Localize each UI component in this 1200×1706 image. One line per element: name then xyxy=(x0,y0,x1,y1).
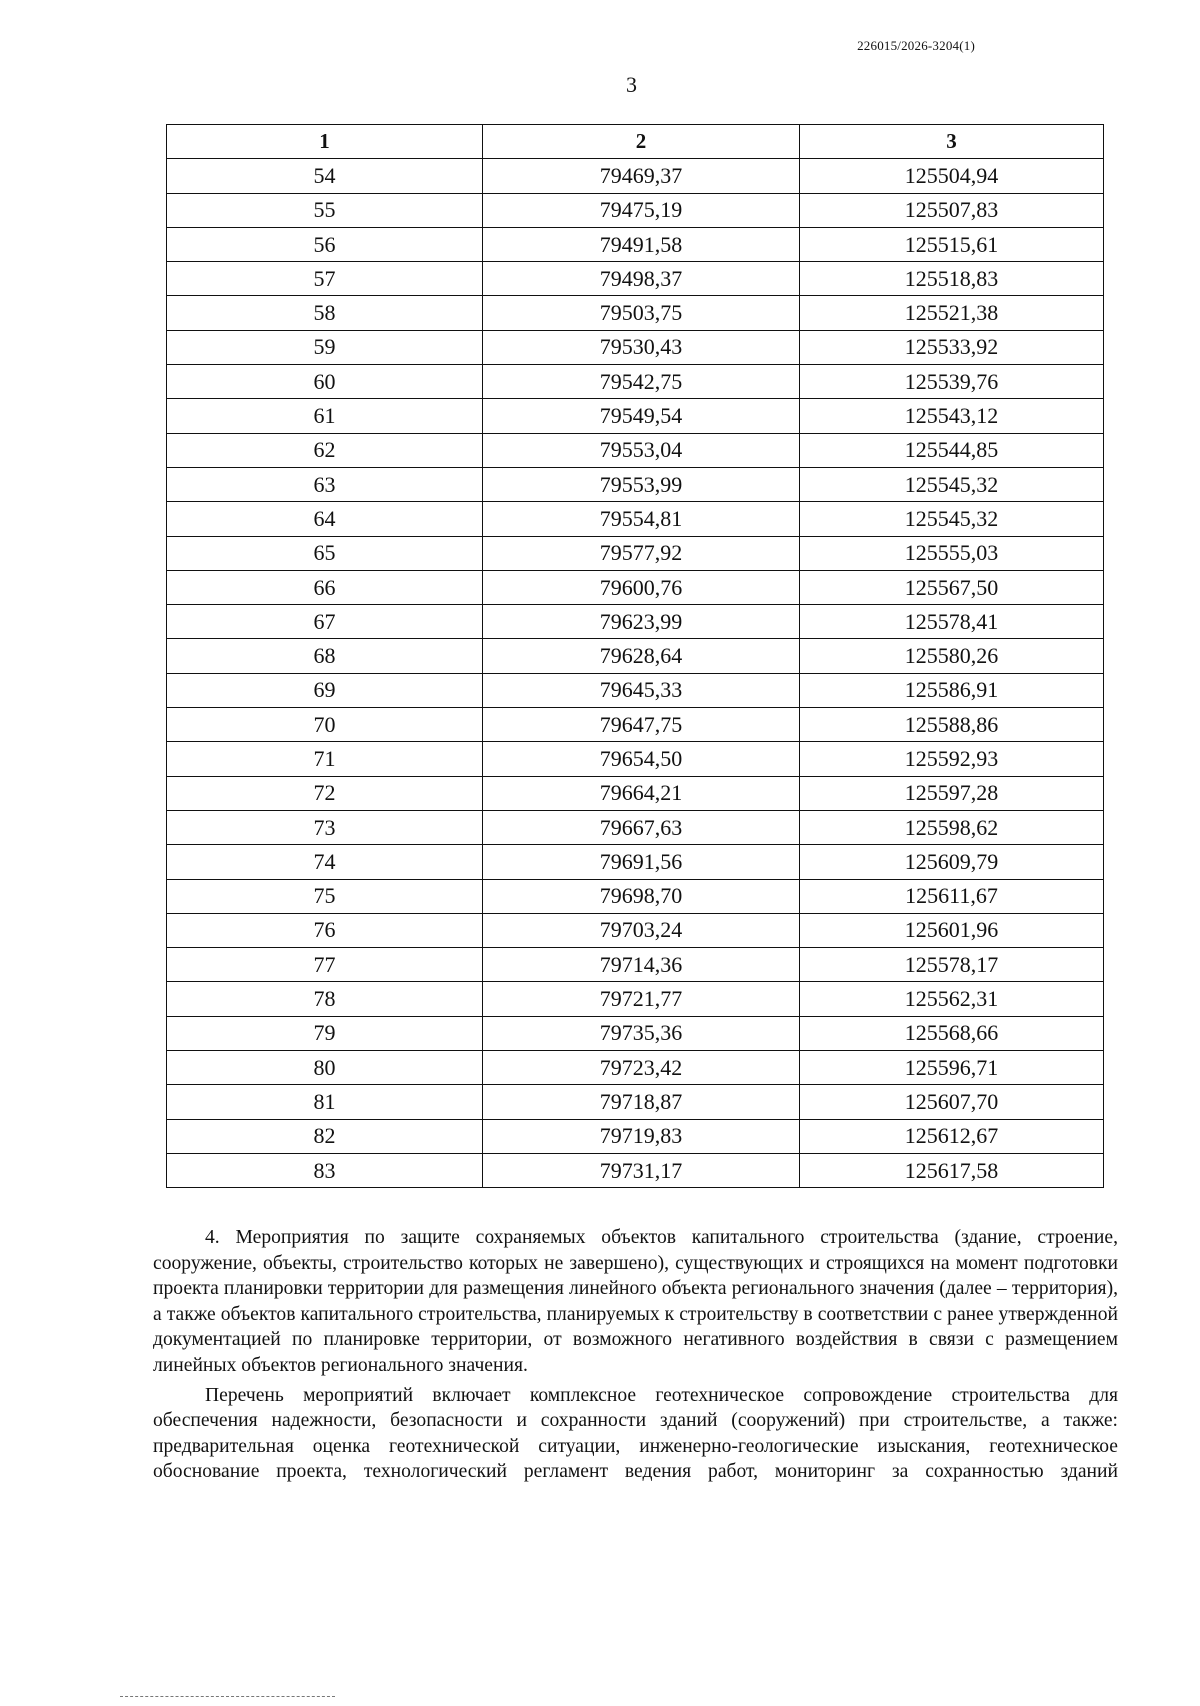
table-row xyxy=(167,330,1104,364)
table-row xyxy=(167,433,1104,467)
table-row xyxy=(167,982,1104,1016)
x-coordinate-cell: 79718,87 xyxy=(483,1085,800,1119)
y-coordinate-cell: 125518,83 xyxy=(800,262,1104,296)
body-text xyxy=(153,1225,1118,1489)
point-number-cell: 74 xyxy=(167,845,483,879)
point-number-cell: 61 xyxy=(167,399,483,433)
table-row xyxy=(167,810,1104,844)
y-coordinate-cell: 125617,58 xyxy=(800,1153,1104,1187)
table-row xyxy=(167,776,1104,810)
y-coordinate-cell: 125533,92 xyxy=(800,330,1104,364)
x-coordinate-cell: 79503,75 xyxy=(483,296,800,330)
y-coordinate-cell: 125588,86 xyxy=(800,708,1104,742)
coordinates-table xyxy=(166,124,1104,1188)
y-coordinate-cell: 125539,76 xyxy=(800,365,1104,399)
point-number-cell: 66 xyxy=(167,570,483,604)
x-coordinate-cell: 79647,75 xyxy=(483,708,800,742)
x-coordinate-cell: 79714,36 xyxy=(483,948,800,982)
y-coordinate-cell: 125612,67 xyxy=(800,1119,1104,1153)
x-coordinate-cell: 79475,19 xyxy=(483,193,800,227)
y-coordinate-cell: 125611,67 xyxy=(800,879,1104,913)
table-row xyxy=(167,605,1104,639)
x-coordinate-cell: 79703,24 xyxy=(483,913,800,947)
point-number-cell: 69 xyxy=(167,673,483,707)
point-number-cell: 54 xyxy=(167,159,483,193)
y-coordinate-cell: 125598,62 xyxy=(800,810,1104,844)
x-coordinate-cell: 79731,17 xyxy=(483,1153,800,1187)
point-number-cell: 55 xyxy=(167,193,483,227)
y-coordinate-cell: 125607,70 xyxy=(800,1085,1104,1119)
y-coordinate-cell: 125592,93 xyxy=(800,742,1104,776)
y-coordinate-cell: 125562,31 xyxy=(800,982,1104,1016)
footer-mark xyxy=(120,1696,335,1699)
point-number-cell: 63 xyxy=(167,467,483,501)
y-coordinate-cell: 125578,41 xyxy=(800,605,1104,639)
table-row xyxy=(167,399,1104,433)
point-number-cell: 83 xyxy=(167,1153,483,1187)
x-coordinate-cell: 79554,81 xyxy=(483,502,800,536)
x-coordinate-cell: 79577,92 xyxy=(483,536,800,570)
table-body xyxy=(167,159,1104,1188)
table-row xyxy=(167,1153,1104,1187)
table-header-row xyxy=(167,125,1104,159)
x-coordinate-cell: 79628,64 xyxy=(483,639,800,673)
y-coordinate-cell: 125609,79 xyxy=(800,845,1104,879)
table-row xyxy=(167,159,1104,193)
column-header-1: 1 xyxy=(167,125,483,159)
table-row xyxy=(167,262,1104,296)
table-row xyxy=(167,845,1104,879)
point-number-cell: 58 xyxy=(167,296,483,330)
point-number-cell: 64 xyxy=(167,502,483,536)
table-row xyxy=(167,673,1104,707)
column-header-3: 3 xyxy=(800,125,1104,159)
point-number-cell: 78 xyxy=(167,982,483,1016)
point-number-cell: 75 xyxy=(167,879,483,913)
x-coordinate-cell: 79623,99 xyxy=(483,605,800,639)
point-number-cell: 81 xyxy=(167,1085,483,1119)
x-coordinate-cell: 79600,76 xyxy=(483,570,800,604)
point-number-cell: 57 xyxy=(167,262,483,296)
table-row xyxy=(167,742,1104,776)
document-id: 226015/2026-3204(1) xyxy=(857,38,975,53)
y-coordinate-cell: 125545,32 xyxy=(800,502,1104,536)
table-row xyxy=(167,1085,1104,1119)
y-coordinate-cell: 125586,91 xyxy=(800,673,1104,707)
y-coordinate-cell: 125504,94 xyxy=(800,159,1104,193)
paragraph-list-of-measures: Перечень мероприятий включает комплексное геотехническое сопровождение строительства для обеспечения надежности, безопасности и сохранности зданий (сооружений) при строительстве, а также: предварительная оценка геотехнической ситуации, инженерно-геологические изыскания, геотехническое обоснование проекта, технологический регламент ведения работ, мониторинг за сохранностью зданий xyxy=(153,1384,1118,1483)
y-coordinate-cell: 125580,26 xyxy=(800,639,1104,673)
point-number-cell: 67 xyxy=(167,605,483,639)
y-coordinate-cell: 125543,12 xyxy=(800,399,1104,433)
point-number-cell: 80 xyxy=(167,1051,483,1085)
table-row xyxy=(167,879,1104,913)
table-row xyxy=(167,1119,1104,1153)
x-coordinate-cell: 79549,54 xyxy=(483,399,800,433)
table-row xyxy=(167,1016,1104,1050)
x-coordinate-cell: 79491,58 xyxy=(483,227,800,261)
point-number-cell: 60 xyxy=(167,365,483,399)
y-coordinate-cell: 125555,03 xyxy=(800,536,1104,570)
x-coordinate-cell: 79664,21 xyxy=(483,776,800,810)
point-number-cell: 79 xyxy=(167,1016,483,1050)
table-row xyxy=(167,913,1104,947)
x-coordinate-cell: 79735,36 xyxy=(483,1016,800,1050)
table-row xyxy=(167,193,1104,227)
x-coordinate-cell: 79667,63 xyxy=(483,810,800,844)
table-row xyxy=(167,570,1104,604)
point-number-cell: 71 xyxy=(167,742,483,776)
x-coordinate-cell: 79553,04 xyxy=(483,433,800,467)
point-number-cell: 76 xyxy=(167,913,483,947)
y-coordinate-cell: 125515,61 xyxy=(800,227,1104,261)
x-coordinate-cell: 79654,50 xyxy=(483,742,800,776)
y-coordinate-cell: 125567,50 xyxy=(800,570,1104,604)
page-number: 3 xyxy=(626,72,637,97)
point-number-cell: 65 xyxy=(167,536,483,570)
y-coordinate-cell: 125596,71 xyxy=(800,1051,1104,1085)
table-row xyxy=(167,296,1104,330)
y-coordinate-cell: 125544,85 xyxy=(800,433,1104,467)
y-coordinate-cell: 125545,32 xyxy=(800,467,1104,501)
y-coordinate-cell: 125521,38 xyxy=(800,296,1104,330)
x-coordinate-cell: 79691,56 xyxy=(483,845,800,879)
table-row xyxy=(167,1051,1104,1085)
table-row xyxy=(167,536,1104,570)
point-number-cell: 68 xyxy=(167,639,483,673)
paragraph-measures: 4. Мероприятия по защите сохраняемых объектов капитального строительства (здание, строение, сооружение, объекты, строительство которых не завершено), существующих и строящихся на момент подготовки проекта планировки территории для размещения линейного объекта регионального значения (далее – территория), а также объектов капитального строительства, планируемых к строительству в соответствии с ранее утвержденной документацией по планировке территории, от возможного негативного воздействия в связи с размещением линейных объектов регионального значения. xyxy=(153,1227,1118,1376)
y-coordinate-cell: 125597,28 xyxy=(800,776,1104,810)
point-number-cell: 62 xyxy=(167,433,483,467)
table-row xyxy=(167,227,1104,261)
x-coordinate-cell: 79645,33 xyxy=(483,673,800,707)
point-number-cell: 72 xyxy=(167,776,483,810)
point-number-cell: 56 xyxy=(167,227,483,261)
x-coordinate-cell: 79542,75 xyxy=(483,365,800,399)
x-coordinate-cell: 79530,43 xyxy=(483,330,800,364)
table-row xyxy=(167,708,1104,742)
table-row xyxy=(167,639,1104,673)
x-coordinate-cell: 79719,83 xyxy=(483,1119,800,1153)
y-coordinate-cell: 125568,66 xyxy=(800,1016,1104,1050)
point-number-cell: 73 xyxy=(167,810,483,844)
table-row xyxy=(167,365,1104,399)
point-number-cell: 77 xyxy=(167,948,483,982)
point-number-cell: 70 xyxy=(167,708,483,742)
y-coordinate-cell: 125601,96 xyxy=(800,913,1104,947)
table-row xyxy=(167,502,1104,536)
point-number-cell: 82 xyxy=(167,1119,483,1153)
x-coordinate-cell: 79723,42 xyxy=(483,1051,800,1085)
y-coordinate-cell: 125578,17 xyxy=(800,948,1104,982)
table-row xyxy=(167,948,1104,982)
x-coordinate-cell: 79553,99 xyxy=(483,467,800,501)
column-header-2: 2 xyxy=(483,125,800,159)
y-coordinate-cell: 125507,83 xyxy=(800,193,1104,227)
point-number-cell: 59 xyxy=(167,330,483,364)
x-coordinate-cell: 79698,70 xyxy=(483,879,800,913)
x-coordinate-cell: 79469,37 xyxy=(483,159,800,193)
table-row xyxy=(167,467,1104,501)
x-coordinate-cell: 79498,37 xyxy=(483,262,800,296)
x-coordinate-cell: 79721,77 xyxy=(483,982,800,1016)
